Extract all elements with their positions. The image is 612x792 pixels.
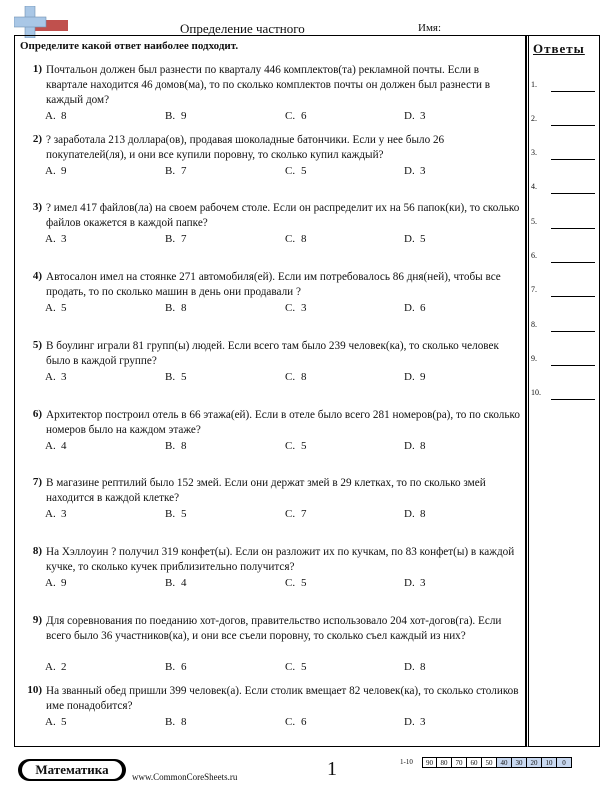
answer-number: 9. [531,354,537,363]
answer-number: 5. [531,217,537,226]
answer-choice[interactable] [404,661,426,673]
answer-choice[interactable] [404,440,426,452]
score-cell: 40 [497,757,512,768]
choice-letter: B. [165,508,176,520]
score-cell: 10 [542,757,557,768]
choice-letter: A. [45,165,56,177]
choice-value: 3 [61,233,67,245]
choice-letter: C. [285,165,296,177]
answer-choice[interactable] [285,110,307,122]
answer-row [531,215,595,229]
answer-choice[interactable] [165,110,187,122]
choice-letter: B. [165,165,176,177]
choice-letter: C. [285,371,296,383]
answer-choice[interactable] [45,233,67,245]
answer-choice[interactable] [404,716,426,728]
choice-letter: C. [285,716,296,728]
answer-number: 1. [531,80,537,89]
question-text: В боулинг играли 81 групп(ы) людей. Если всего там было 239 человек(ка), то сколько человек было в каждой группе? [46,340,499,367]
choice-value: 9 [61,577,67,589]
answer-choice[interactable] [165,661,187,673]
answer-choice[interactable] [285,165,307,177]
choice-value: 3 [420,110,426,122]
answer-choice[interactable] [165,371,187,383]
question-text: Почтальон должен был разнести по кварталу 446 комплектов(та) рекламной почты. Если в квартале находится 46 домов(ма), то по сколько комплектов почты он должен был разнести в каждый дом? [46,64,491,106]
score-cell: 50 [482,757,497,768]
choice-value: 9 [61,165,67,177]
name-label: Имя: [418,22,442,34]
choice-value: 8 [301,371,307,383]
choice-value: 9 [420,371,426,383]
score-cell: 0 [557,757,572,768]
answer-choice[interactable] [404,233,426,245]
answer-choice[interactable] [285,577,307,589]
choice-letter: D. [404,302,415,314]
choice-value: 5 [181,371,187,383]
choice-value: 5 [301,440,307,452]
choice-letter: A. [45,371,56,383]
instructions: Определите какой ответ наиболее подходит. [20,40,239,52]
choice-letter: B. [165,661,176,673]
choice-letter: C. [285,440,296,452]
answer-blank[interactable] [551,228,595,229]
choice-value: 8 [301,233,307,245]
choice-letter: A. [45,302,56,314]
choice-letter: B. [165,716,176,728]
choice-letter: A. [45,577,56,589]
choice-value: 5 [301,577,307,589]
choice-value: 3 [420,577,426,589]
answer-choice[interactable] [285,661,307,673]
question-number: 3) [32,201,42,213]
answer-choice[interactable] [285,302,307,314]
choice-letter: C. [285,110,296,122]
score-strip [400,757,572,768]
question-text: На званный обед пришли 399 человек(а). Если столик вмещает 82 человек(ка), то сколько столиков име понадобится? [46,685,519,712]
answer-choice[interactable] [165,577,187,589]
question-number: 10) [27,684,42,696]
answer-choice[interactable] [285,508,307,520]
choice-letter: B. [165,110,176,122]
answer-choice[interactable] [165,302,187,314]
choice-letter: D. [404,440,415,452]
choice-value: 6 [420,302,426,314]
score-cell: 90 [422,757,437,768]
choice-value: 4 [181,577,187,589]
choice-letter: B. [165,233,176,245]
answer-blank[interactable] [551,365,595,366]
answer-row [531,180,595,194]
answer-blank[interactable] [551,399,595,400]
answer-choice[interactable] [45,508,67,520]
choice-letter: D. [404,371,415,383]
choice-value: 5 [61,716,67,728]
answer-choice[interactable] [165,440,187,452]
choice-value: 7 [301,508,307,520]
answer-blank[interactable] [551,193,595,194]
answer-choice[interactable] [285,716,307,728]
choice-value: 2 [61,661,67,673]
answer-row [531,386,595,400]
answer-choice[interactable] [165,716,187,728]
answer-number: 3. [531,148,537,157]
answer-choice[interactable] [404,302,426,314]
choice-value: 6 [301,716,307,728]
answer-number: 6. [531,251,537,260]
question-number: 1) [32,63,42,75]
choice-value: 7 [181,165,187,177]
question-text: В магазине рептилий было 152 змей. Если они держат змей в 29 клетках, то по сколько змей находится в каждой клетке? [46,477,486,504]
question-text: На Хэллоуин ? получил 319 конфет(ы). Если он разложит их по кучкам, по 83 конфет(ы) в каждой кучке, то сколько кучек приблизительно получится? [46,546,515,573]
choice-value: 7 [181,233,187,245]
score-range: 1-10 [400,758,413,766]
choice-value: 8 [181,716,187,728]
answer-number: 4. [531,182,537,191]
answer-choice[interactable] [404,577,426,589]
site-url: www.CommonCoreSheets.ru [132,772,238,782]
answer-row [531,352,595,366]
question-number: 5) [32,339,42,351]
answers-title: Ответы [533,41,585,56]
question-text: Автосалон имел на стоянке 271 автомобиля(ей). Если им потребовалось 86 дня(ней), чтобы все продать, то по сколько машин в день они продавали ? [46,271,501,298]
choice-letter: D. [404,233,415,245]
choice-value: 6 [301,110,307,122]
answer-blank[interactable] [551,296,595,297]
choice-letter: B. [165,302,176,314]
choice-letter: A. [45,440,56,452]
choice-letter: B. [165,371,176,383]
choice-value: 4 [61,440,67,452]
answer-choice[interactable] [45,110,67,122]
worksheet-title: Определение частного [180,21,305,36]
choice-value: 5 [61,302,67,314]
answer-choice[interactable] [45,577,67,589]
choice-value: 8 [181,302,187,314]
answer-choice[interactable] [45,716,67,728]
question-number: 7) [32,476,42,488]
choice-letter: C. [285,233,296,245]
answer-number: 8. [531,320,537,329]
choice-letter: D. [404,508,415,520]
answer-choice[interactable] [45,371,67,383]
score-cell: 30 [512,757,527,768]
answer-choice[interactable] [404,508,426,520]
answer-row [531,249,595,263]
choice-value: 5 [301,165,307,177]
choice-letter: D. [404,716,415,728]
choice-letter: A. [45,508,56,520]
question-text: ? заработала 213 доллара(ов), продавая шоколадные батончики. Если у нее было 26 покупателей(ля), и они все купили поровну, то сколько купил каждый? [46,134,445,161]
choice-letter: B. [165,577,176,589]
score-cell: 70 [452,757,467,768]
choice-value: 3 [301,302,307,314]
choice-value: 8 [420,661,426,673]
question-text: Для соревнования по поеданию хот-догов, правительство использовало 204 хот-догов(га). Если всего было 36 участников(ка), и они все съели поровну, то сколько съел каждый из них? [46,615,502,642]
choice-value: 3 [61,371,67,383]
plus-minus-logo-icon [14,6,70,38]
choice-value: 8 [181,440,187,452]
choice-letter: D. [404,661,415,673]
choice-letter: D. [404,110,415,122]
choice-letter: C. [285,577,296,589]
choice-value: 8 [420,508,426,520]
choice-value: 5 [420,233,426,245]
choice-letter: C. [285,302,296,314]
answer-blank[interactable] [551,125,595,126]
question-text: Архитектор построил отель в 66 этажа(ей). Если в отеле было всего 281 номеров(ра), то по сколько номеров было на каждом этаже? [46,409,520,436]
answer-choice[interactable] [45,302,67,314]
choice-value: 8 [420,440,426,452]
choice-value: 5 [301,661,307,673]
answer-row [531,283,595,297]
answer-choice[interactable] [45,440,67,452]
question-number: 6) [32,408,42,420]
choice-value: 3 [420,716,426,728]
answer-choice[interactable] [165,508,187,520]
answer-choice[interactable] [45,165,67,177]
answer-choice[interactable] [404,110,426,122]
choice-letter: B. [165,440,176,452]
answer-blank[interactable] [551,91,595,92]
answer-choice[interactable] [285,233,307,245]
answer-choice[interactable] [45,661,67,673]
choice-value: 3 [420,165,426,177]
score-cell: 80 [437,757,452,768]
subject-badge-label: Математика [22,761,122,779]
answer-choice[interactable] [165,165,187,177]
choice-letter: A. [45,110,56,122]
choice-letter: A. [45,716,56,728]
answer-row [531,146,595,160]
answer-choice[interactable] [165,233,187,245]
answer-row [531,112,595,126]
question-number: 2) [32,133,42,145]
choice-value: 8 [61,110,67,122]
answer-number: 2. [531,114,537,123]
answer-choice[interactable] [404,165,426,177]
choice-letter: D. [404,165,415,177]
choice-value: 5 [181,508,187,520]
answer-row [531,318,595,332]
question-number: 9) [32,614,42,626]
choice-value: 6 [181,661,187,673]
answer-choice[interactable] [285,371,307,383]
score-cell: 20 [527,757,542,768]
choice-value: 9 [181,110,187,122]
page-number: 1 [327,758,337,780]
choice-letter: C. [285,508,296,520]
question-number: 8) [32,545,42,557]
choice-letter: C. [285,661,296,673]
score-cell: 60 [467,757,482,768]
choice-value: 3 [61,508,67,520]
answer-blank[interactable] [551,159,595,160]
question-number: 4) [32,270,42,282]
answer-blank[interactable] [551,331,595,332]
question-text: ? имел 417 файлов(ла) на своем рабочем столе. Если он распределит их на 56 папок(ки), то сколько файлов окажется в каждой папке? [46,202,520,229]
answer-number: 7. [531,285,537,294]
choice-letter: A. [45,661,56,673]
answer-choice[interactable] [404,371,426,383]
answer-blank[interactable] [551,262,595,263]
choice-letter: D. [404,577,415,589]
choice-letter: A. [45,233,56,245]
answer-row [531,78,595,92]
answer-number: 10. [531,388,541,397]
answer-choice[interactable] [285,440,307,452]
